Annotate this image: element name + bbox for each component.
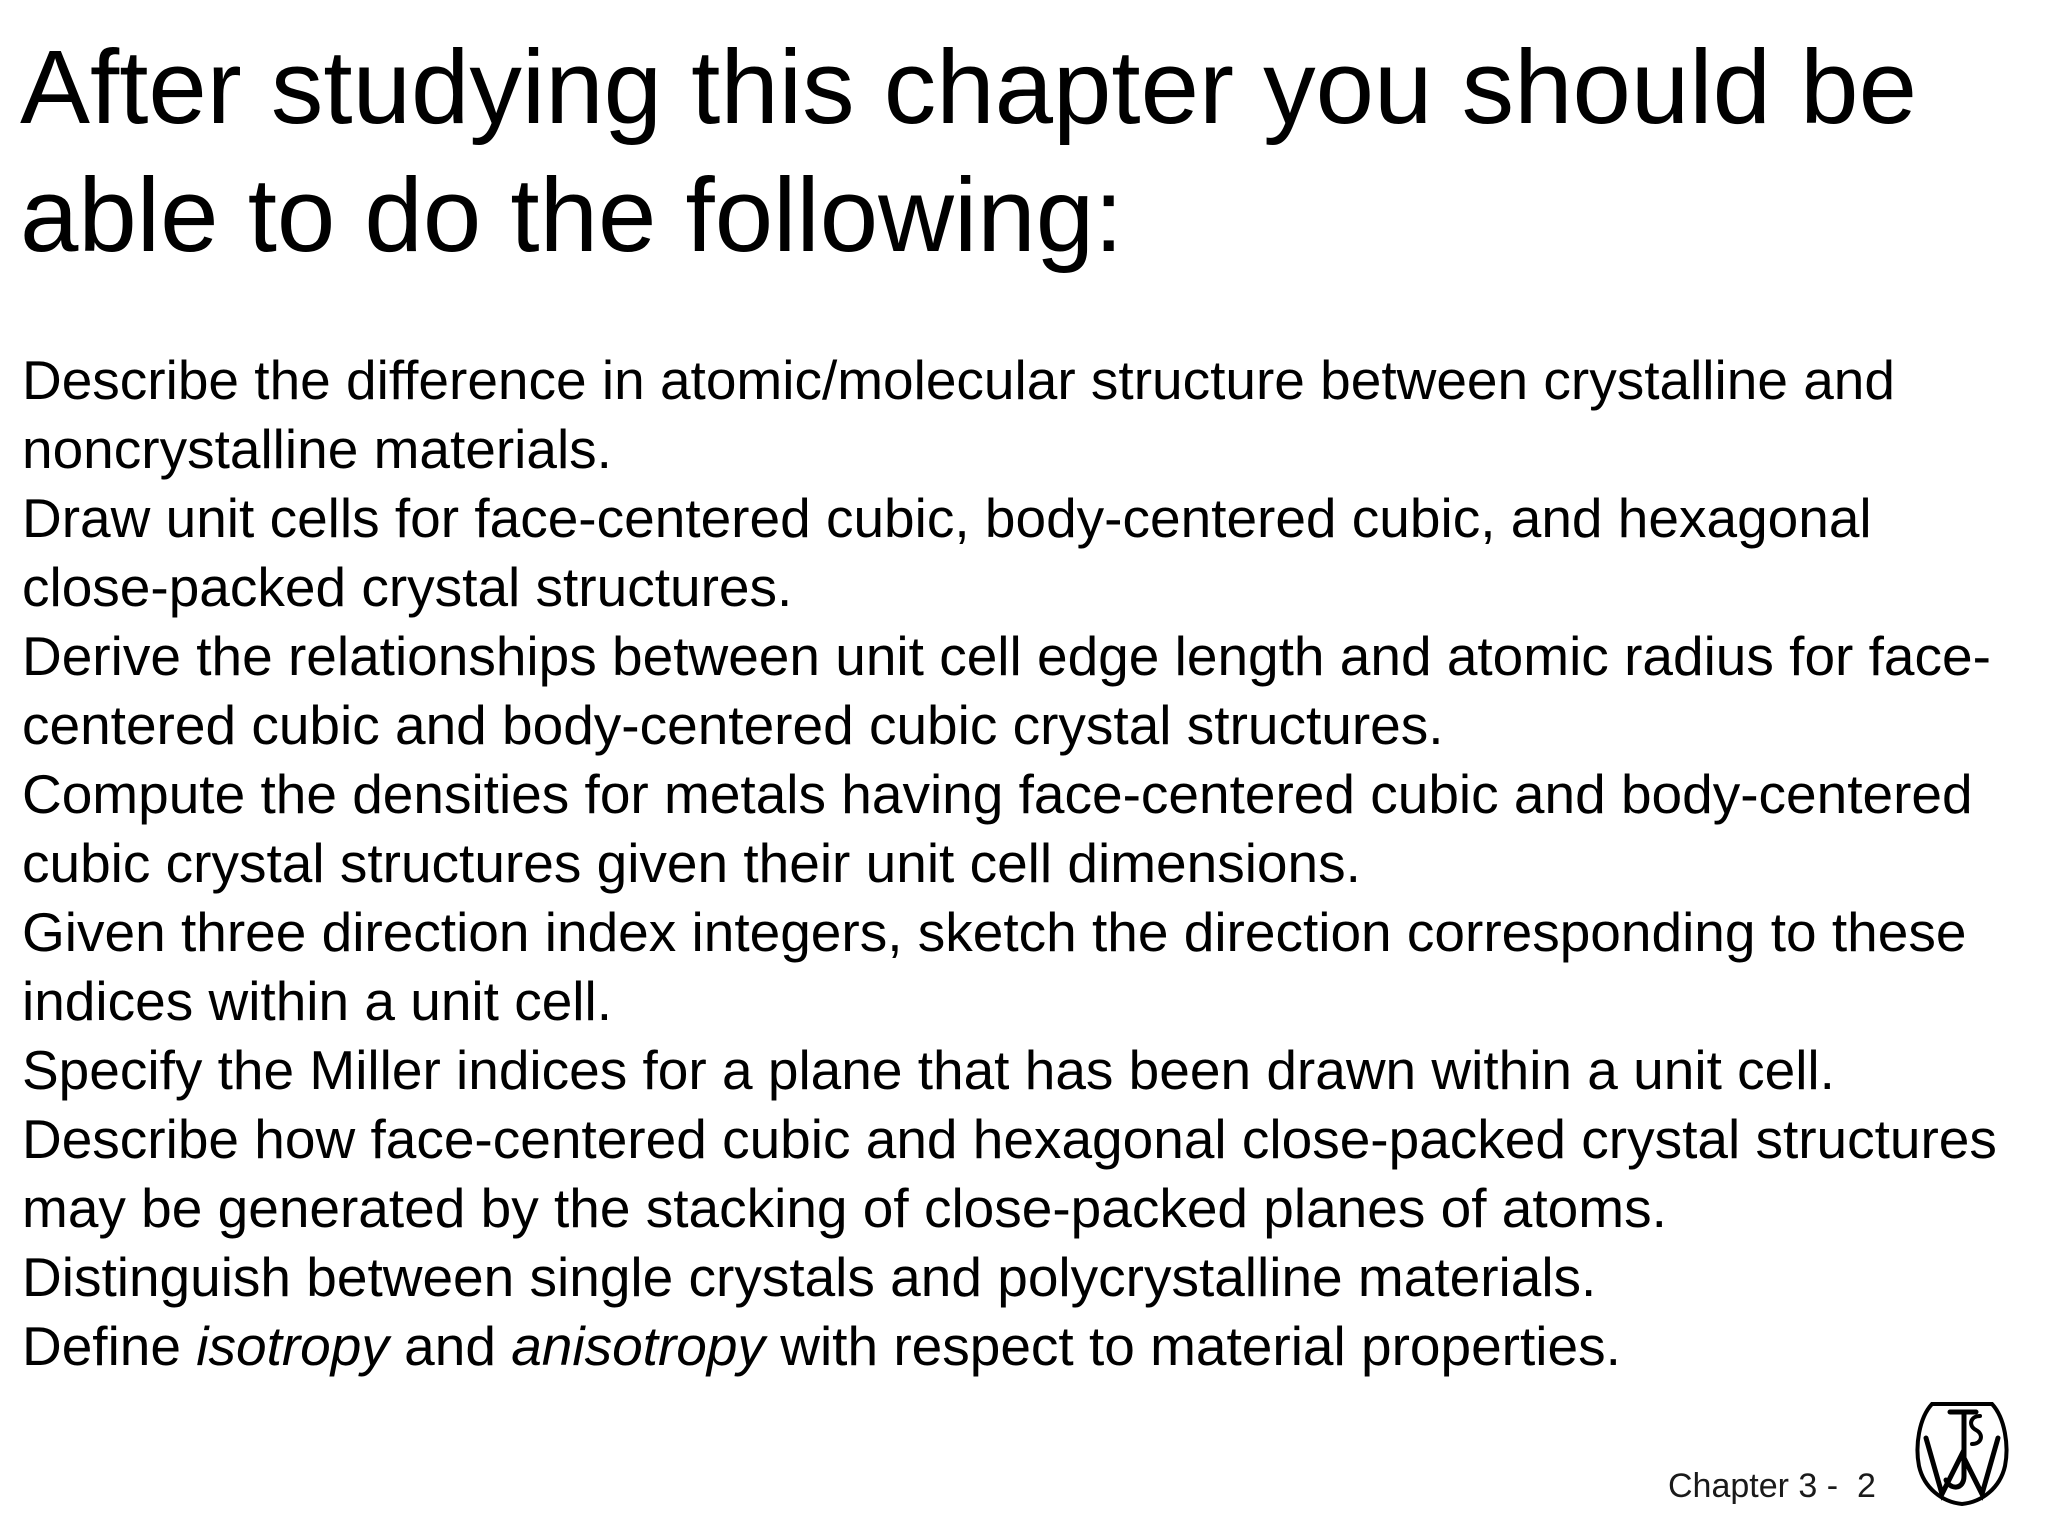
slide-title: After studying this chapter you should be able to do the following: — [20, 29, 1917, 274]
term-isotropy: isotropy — [196, 1315, 389, 1377]
objective-item: Draw unit cells for face-centered cubic, body-centered cubic, and hexagonal close-packed crystal structures. — [22, 487, 1872, 618]
chapter-label: Chapter 3 - — [1668, 1467, 1839, 1505]
learning-objectives-list — [22, 346, 2032, 1381]
slide-footer — [1668, 1466, 1876, 1506]
objective-item-define — [22, 1312, 2032, 1381]
objective-item: Distinguish between single crystals and polycrystalline materials. — [22, 1246, 1597, 1308]
publisher-monogram-logo-icon — [1912, 1398, 2012, 1508]
term-anisotropy: anisotropy — [511, 1315, 765, 1377]
objective-text: and — [388, 1315, 512, 1377]
page-number: 2 — [1857, 1467, 1876, 1505]
objective-item: Compute the densities for metals having face-centered cubic and body-centered cubic crystal structures given their unit cell dimensions. — [22, 763, 1973, 894]
objective-item: Specify the Miller indices for a plane that has been drawn within a unit cell. — [22, 1039, 1835, 1101]
objective-text: with respect to material properties. — [764, 1315, 1621, 1377]
objective-text: Define — [22, 1315, 197, 1377]
objective-item: Derive the relationships between unit cell edge length and atomic radius for face-centered cubic and body-centered cubic crystal structures. — [22, 625, 1991, 756]
objective-item: Describe how face-centered cubic and hexagonal close-packed crystal structures may be generated by the stacking of close-packed planes of atoms. — [22, 1108, 1997, 1239]
objective-item: Describe the difference in atomic/molecular structure between crystalline and noncrystalline materials. — [22, 349, 1895, 480]
objective-item: Given three direction index integers, sketch the direction corresponding to these indices within a unit cell. — [22, 901, 1967, 1032]
